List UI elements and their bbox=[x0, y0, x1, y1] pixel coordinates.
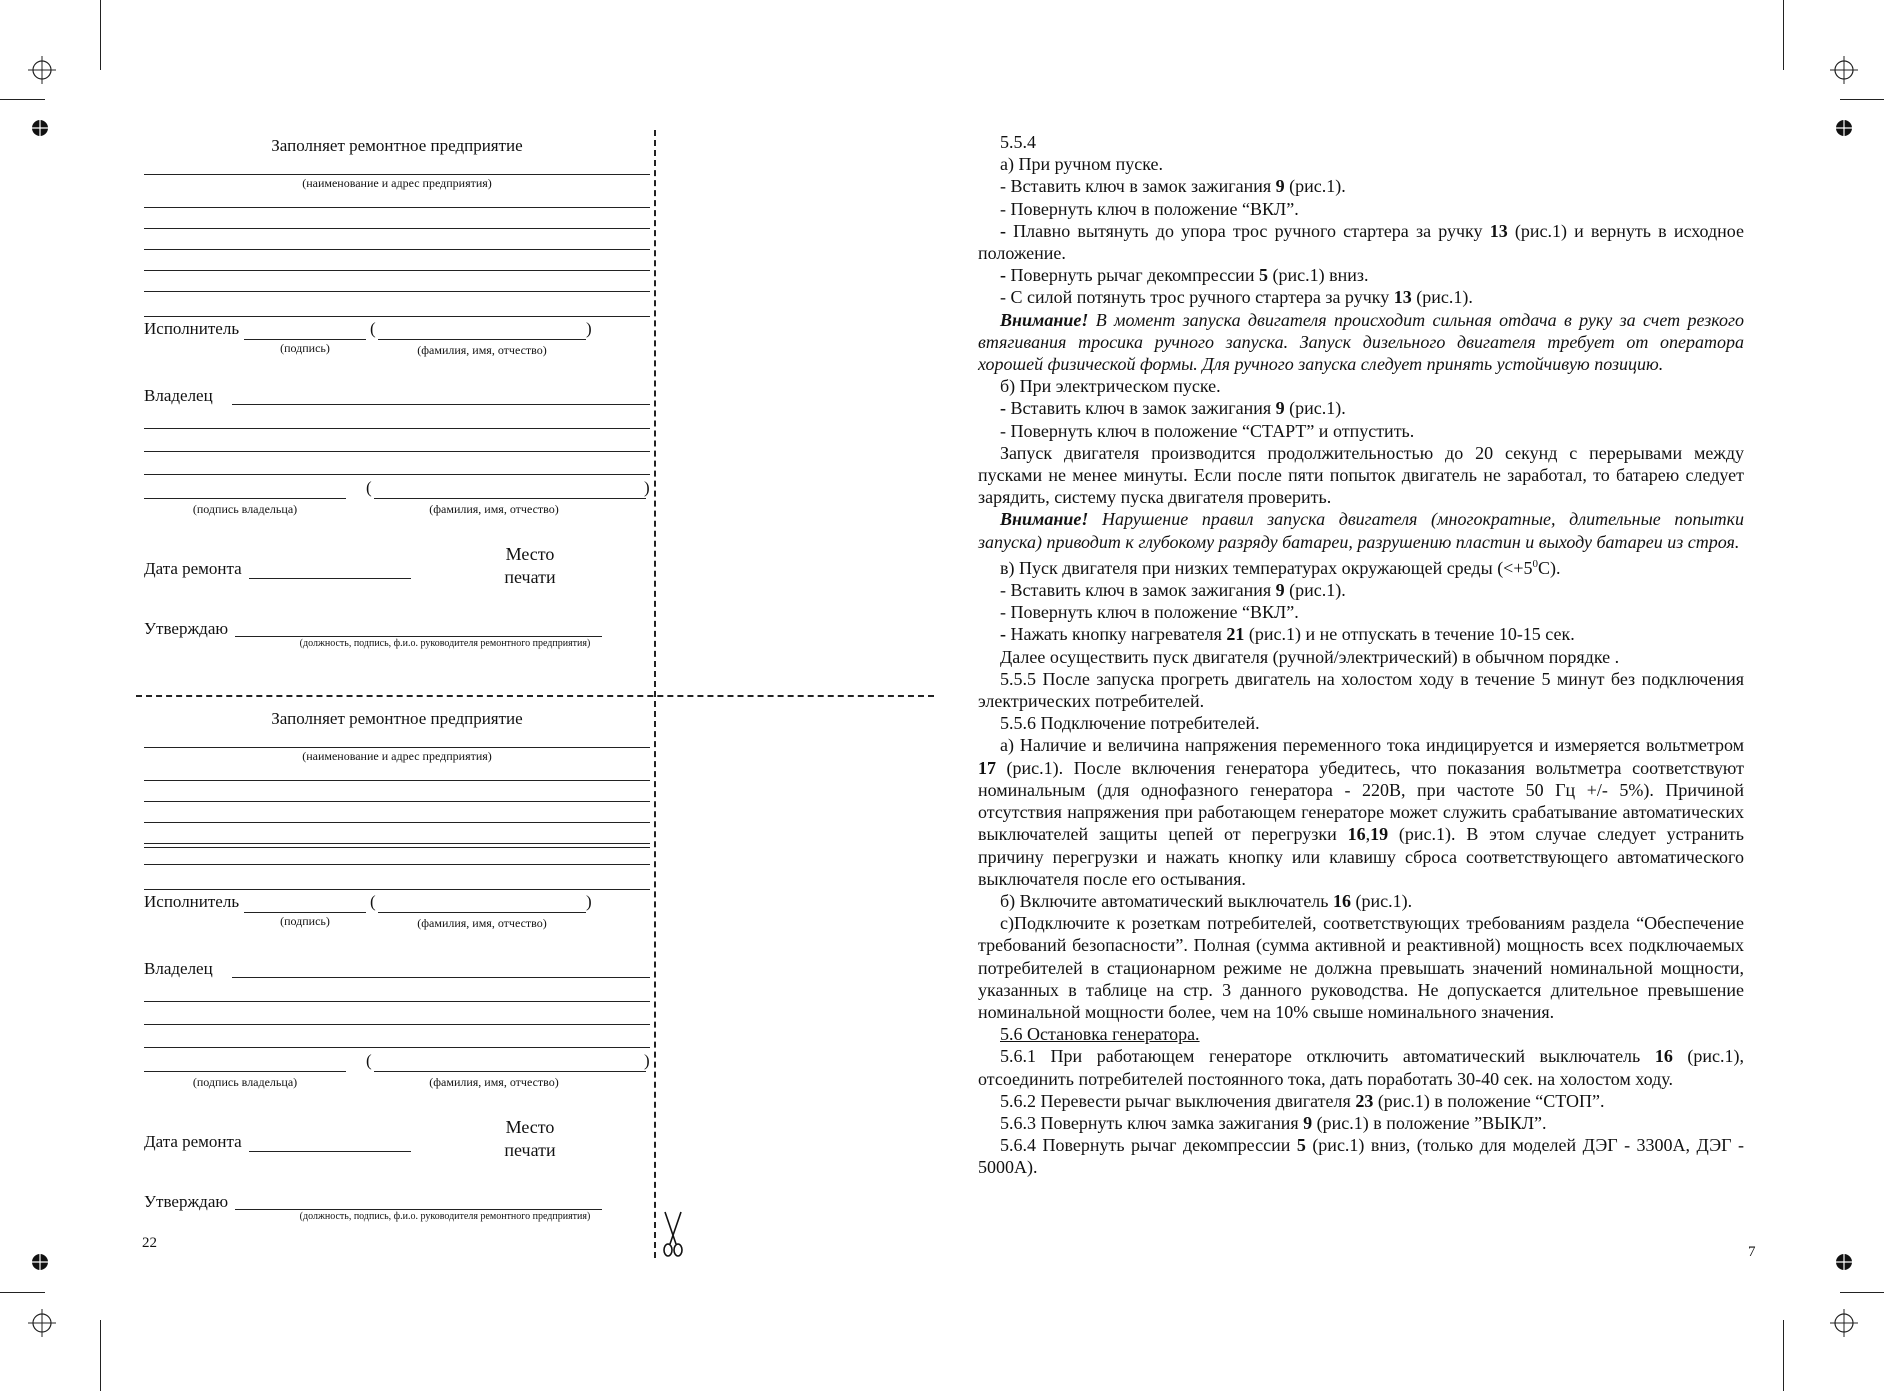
section-5-5-5: 5.5.5 После запуска прогреть двигатель на холостом ходу в течение 5 минут без подключения электрических потребителей. bbox=[978, 668, 1744, 712]
paragraph: - Повернуть ключ в положение “ВКЛ”. bbox=[1000, 198, 1299, 219]
registration-mark-icon bbox=[28, 56, 56, 84]
paragraph: Далее осуществить пуск двигателя (ручной/электрический) в обычном порядке . bbox=[1000, 646, 1620, 667]
paragraph: 5.6.2 Перевести рычаг выключения двигателя 23 (рис.1) в положение “СТОП”. bbox=[1000, 1090, 1605, 1111]
paragraph: - Повернуть рычаг декомпрессии 5 (рис.1) вниз. bbox=[1000, 265, 1369, 286]
paragraph: 5.6.1 При работающем генераторе отключить автоматический выключатель 16 (рис.1), отсоединить потребителей постоянного тока, дать поработать 30-40 сек. на холостом ходу. bbox=[978, 1046, 1744, 1089]
close-paren: ) bbox=[586, 892, 592, 911]
paragraph: - Вставить ключ в замок зажигания 9 (рис.1). bbox=[1000, 580, 1346, 601]
owner-fio-caption: (фамилия, имя, отчество) bbox=[429, 1075, 559, 1089]
signature-caption: (подпись) bbox=[280, 914, 330, 928]
paragraph: - Вставить ключ в замок зажигания 9 (рис.1). bbox=[1000, 398, 1346, 419]
trim-mark bbox=[1783, 0, 1784, 70]
close-paren: ) bbox=[644, 478, 650, 497]
approve-caption: (должность, подпись, ф.и.о. руководителя ремонтного предприятия) bbox=[299, 638, 591, 649]
paragraph: с)Подключите к розеткам потребителей, соответствующих требованиям раздела “Обеспечение требований безопасности”. Полная (сумма активной и реактивной) мощность всех подключаемых потребителей в стационарном режиме не должна превышать значений номинальной мощности, указанных в таблице на стр. 3 данного руководства. Не допускается длительное превышение номинальной мощности более, чем на 10% свыше номинального значения. bbox=[978, 913, 1744, 1022]
open-paren: ( bbox=[366, 1051, 372, 1070]
trim-mark bbox=[0, 1292, 45, 1293]
warning-paragraph: Внимание! В момент запуска двигателя происходит сильная отдача в руку за счет резкого втягивания тросика ручного запуска. Запуск дизельного двигателя требует от оператора хорошей физической формы. Для ручного запуска следует принять устойчивую позицию. bbox=[978, 309, 1744, 375]
manual-start-heading: а) При ручном пуске. bbox=[1000, 154, 1164, 175]
section-5-5-6: 5.5.6 Подключение потребителей. bbox=[1000, 713, 1260, 734]
owner-signature-caption: (подпись владельца) bbox=[192, 1075, 298, 1089]
horizontal-cut-line bbox=[136, 695, 934, 697]
owner-line[interactable] bbox=[144, 428, 650, 429]
executor-fio-line[interactable] bbox=[378, 339, 586, 340]
org-line[interactable] bbox=[144, 228, 650, 229]
owner-line[interactable] bbox=[232, 977, 650, 978]
repair-date-line[interactable] bbox=[249, 1151, 411, 1152]
owner-label: Владелец bbox=[144, 959, 213, 978]
org-line[interactable] bbox=[144, 801, 650, 802]
org-line[interactable] bbox=[144, 207, 650, 208]
registration-dot-icon bbox=[1835, 119, 1853, 137]
trim-mark bbox=[1840, 1292, 1884, 1293]
close-paren: ) bbox=[644, 1051, 650, 1070]
owner-line[interactable] bbox=[144, 1047, 650, 1048]
electric-start-heading: б) При электрическом пуске. bbox=[1000, 376, 1221, 397]
org-caption: (наименование и адрес предприятия) bbox=[302, 749, 492, 763]
page-number-right: 7 bbox=[1748, 1244, 1756, 1260]
warning-paragraph: Внимание! Нарушение правил запуска двигателя (многократные, длительные попытки запуска) приводит к глубокому разряду батареи, разрушению пластин и выходу батареи из строя. bbox=[978, 509, 1744, 552]
repair-date-label: Дата ремонта bbox=[144, 1132, 242, 1151]
executor-fio-line[interactable] bbox=[378, 912, 586, 913]
trim-mark bbox=[1840, 99, 1884, 100]
registration-dot-icon bbox=[31, 1253, 49, 1271]
fio-caption: (фамилия, имя, отчество) bbox=[417, 916, 547, 930]
cold-start-heading: в) Пуск двигателя при низких температурах окружающей среды $(<+5^0С)$. bbox=[1000, 557, 1561, 578]
open-paren: ( bbox=[370, 319, 376, 338]
owner-fio-caption: (фамилия, имя, отчество) bbox=[429, 502, 559, 516]
executor-label: Исполнитель bbox=[144, 892, 240, 911]
scissors-icon bbox=[660, 1210, 686, 1258]
paragraph: - Повернуть ключ в положение “ВКЛ”. bbox=[1000, 602, 1299, 623]
owner-line[interactable] bbox=[232, 404, 650, 405]
paragraph: - Плавно вытянуть до упора трос ручного стартера за ручку 13 (рис.1) и вернуть в исходное положение. bbox=[978, 220, 1745, 264]
paragraph: - Повернуть ключ в положение “СТАРТ” и отпустить. bbox=[1000, 420, 1415, 441]
owner-label: Владелец bbox=[144, 386, 213, 405]
owner-fio-line[interactable] bbox=[374, 1071, 646, 1072]
owner-signature-caption: (подпись владельца) bbox=[192, 502, 298, 516]
owner-signature-line[interactable] bbox=[144, 498, 346, 499]
executor-label: Исполнитель bbox=[144, 319, 240, 338]
stamp-place bbox=[480, 543, 580, 589]
registration-mark-icon bbox=[28, 1309, 56, 1337]
org-line[interactable] bbox=[144, 822, 650, 823]
org-line[interactable] bbox=[144, 249, 650, 250]
approve-label: Утверждаю bbox=[144, 619, 229, 638]
approve-caption: (должность, подпись, ф.и.о. руководителя ремонтного предприятия) bbox=[299, 1211, 591, 1222]
fio-caption: (фамилия, имя, отчество) bbox=[417, 343, 547, 357]
page-number-left: 22 bbox=[142, 1235, 157, 1251]
executor-signature-line[interactable] bbox=[244, 339, 366, 340]
stamp-line-1: Место bbox=[505, 544, 555, 564]
org-line[interactable] bbox=[144, 843, 650, 844]
org-line[interactable] bbox=[144, 291, 650, 292]
paragraph: Запуск двигателя производится продолжительностью до 20 секунд с перерывами между пусками не менее минуты. Если после пяти попыток двигатель не заработал, то батарею следует зарядить, систему пуска двигателя проверить. bbox=[978, 442, 1744, 508]
section-5-5-4: 5.5.4 bbox=[1000, 132, 1036, 152]
paragraph: 5.6.3 Повернуть ключ замка зажигания 9 (рис.1) в положение ”ВЫКЛ”. bbox=[1000, 1112, 1547, 1133]
paragraph: - С силой потянуть трос ручного стартера за ручку 13 (рис.1). bbox=[1000, 287, 1473, 308]
registration-mark-icon bbox=[1830, 1309, 1858, 1337]
paragraph: - Вставить ключ в замок зажигания 9 (рис.1). bbox=[1000, 176, 1346, 197]
close-paren: ) bbox=[586, 319, 592, 338]
repair-form-1 bbox=[144, 136, 650, 656]
approve-label: Утверждаю bbox=[144, 1192, 229, 1211]
owner-line[interactable] bbox=[144, 1001, 650, 1002]
org-line[interactable] bbox=[144, 316, 650, 317]
org-line[interactable] bbox=[144, 889, 650, 890]
org-caption: (наименование и адрес предприятия) bbox=[302, 176, 492, 190]
org-line[interactable] bbox=[144, 270, 650, 271]
registration-dot-icon bbox=[31, 119, 49, 137]
instructions-text bbox=[978, 131, 1744, 1179]
registration-mark-icon bbox=[1830, 56, 1858, 84]
org-line[interactable] bbox=[144, 174, 650, 175]
trim-mark bbox=[100, 1320, 101, 1391]
stamp-line-1: Место bbox=[505, 1117, 555, 1137]
org-line[interactable] bbox=[144, 780, 650, 781]
trim-mark bbox=[0, 99, 45, 100]
registration-dot-icon bbox=[1835, 1253, 1853, 1271]
executor-signature-line[interactable] bbox=[244, 912, 366, 913]
form-title: Заполняет ремонтное предприятие bbox=[271, 709, 523, 728]
owner-signature-line[interactable] bbox=[144, 1071, 346, 1072]
trim-mark bbox=[100, 0, 101, 70]
repair-form-2 bbox=[144, 709, 650, 1229]
repair-date-line[interactable] bbox=[249, 578, 411, 579]
org-line[interactable] bbox=[144, 864, 650, 865]
org-line[interactable] bbox=[144, 747, 650, 748]
paragraph: - Нажать кнопку нагревателя 21 (рис.1) и не отпускать в течение 10-15 сек. bbox=[1000, 624, 1575, 645]
approve-line[interactable] bbox=[235, 636, 602, 637]
paragraph: а) Наличие и величина напряжения переменного тока индицируется и измеряется вольтметром 17 (рис.1). После включения генератора убедитесь, что показания вольтметра соответствуют номинальным (для однофазного генератора - 220В, при частоте 50 Гц +/- 5%). Причиной отсутствия напряжения при работающем генераторе может служить срабатывание автоматических выключателей защиты цепей от перегрузки 16,19 (рис.1). В этом случае следует устранить причину перегрузки и нажать кнопку или клавишу сброса соответствующего автоматического выключателя после его остывания. bbox=[978, 735, 1744, 889]
open-paren: ( bbox=[370, 892, 376, 911]
signature-caption: (подпись) bbox=[280, 341, 330, 355]
section-5-6-heading: 5.6 Остановка генератора. bbox=[1000, 1024, 1200, 1045]
vertical-cut-line bbox=[654, 130, 656, 1258]
paragraph: б) Включите автоматический выключатель 16 (рис.1). bbox=[1000, 890, 1413, 911]
repair-date-label: Дата ремонта bbox=[144, 559, 242, 578]
form-title: Заполняет ремонтное предприятие bbox=[271, 136, 523, 155]
approve-line[interactable] bbox=[235, 1209, 602, 1210]
owner-line[interactable] bbox=[144, 1024, 650, 1025]
trim-mark bbox=[1783, 1320, 1784, 1391]
open-paren: ( bbox=[366, 478, 372, 497]
owner-fio-line[interactable] bbox=[374, 498, 646, 499]
stamp-line-2: печати bbox=[504, 1140, 556, 1160]
stamp-place bbox=[480, 1116, 580, 1162]
paragraph: 5.6.4 Повернуть рычаг декомпрессии 5 (рис.1) вниз, (только для моделей ДЭГ - 3300А, ДЭГ - 5000А). bbox=[978, 1135, 1744, 1178]
stamp-line-2: печати bbox=[504, 567, 556, 587]
owner-line[interactable] bbox=[144, 451, 650, 452]
owner-line[interactable] bbox=[144, 474, 650, 475]
org-line[interactable] bbox=[144, 847, 650, 848]
